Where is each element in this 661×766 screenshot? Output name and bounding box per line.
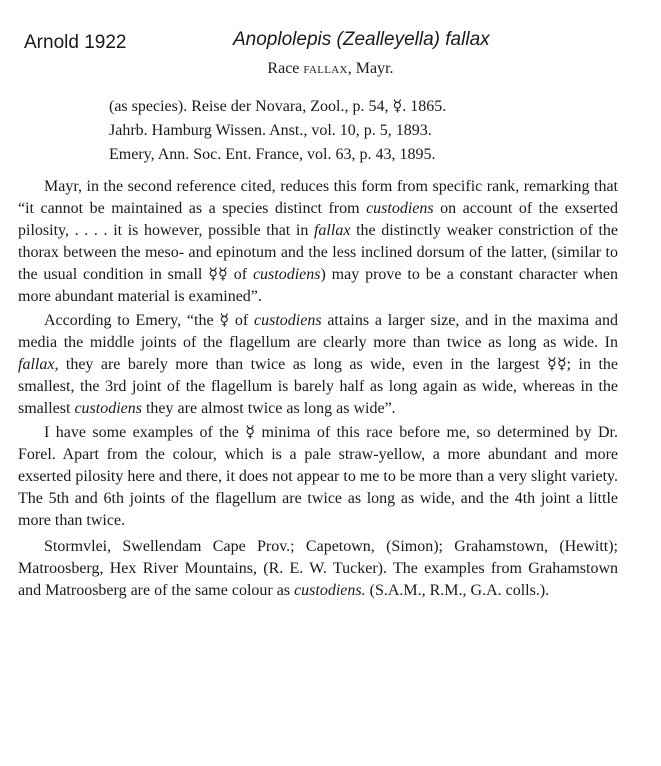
reference-line: Emery, Ann. Soc. Ent. France, vol. 63, p. 43, 1895.	[109, 146, 436, 163]
text-run: attains a larger size, and in the maxima and media the middle joints of the flagellum are clearly more than twice as long as wide. In	[18, 312, 618, 351]
race-heading	[0, 60, 661, 78]
text-run: on account of the exserted pilosity, . . . . it is however, possible that in	[18, 200, 618, 239]
italic-term: custodiens	[74, 400, 142, 417]
species-title: Anoplolepis (Zealleyella) fallax	[233, 29, 490, 50]
text-run: they are barely more than twice as long as wide, even in the largest ☿☿; in the smallest, the 3rd joint of the flagellum is barely half as long again as wide, whereas in the smallest	[18, 356, 618, 417]
text-run: According to Emery, “the ☿ of	[44, 312, 255, 329]
body-text	[18, 176, 618, 602]
race-name: fallax	[303, 60, 348, 77]
paragraph-localities	[18, 536, 618, 602]
author-label: Arnold 1922	[24, 32, 127, 53]
text-run: ) may prove to be a constant character when more abundant material is examined”.	[18, 266, 618, 305]
paragraph-emery	[18, 310, 618, 420]
race-suffix: , Mayr.	[347, 60, 394, 77]
italic-term: fallax,	[18, 356, 59, 373]
paragraph-mayr	[18, 176, 618, 308]
reference-line: Jahrb. Hamburg Wissen. Anst., vol. 10, p. 5, 1893.	[109, 122, 432, 139]
italic-term: custodiens	[254, 312, 322, 329]
text-run: Mayr, in the second reference cited, reduces this form from specific rank, remarking that “it cannot be maintained as a species distinct from	[18, 178, 618, 217]
text-run: the distinctly weaker constriction of the thorax between the meso- and epinotum and the less inclined dorsum of the latter, (similar to the usual condition in small ☿☿ of	[18, 222, 619, 283]
text-run: Stormvlei, Swellendam Cape Prov.; Capetown, (Simon); Grahamstown, (Hewitt); Matroosberg, Hex River Mountains, (R. E. W. Tucker). The examples from Grahamstown and Matroosberg are of the same colour as	[18, 538, 618, 599]
text-run: they are almost twice as long as wide”.	[141, 400, 396, 417]
italic-term: custodiens	[366, 200, 434, 217]
italic-term: custodiens.	[294, 582, 366, 599]
reference-line: (as species). Reise der Novara, Zool., p. 54, ☿. 1865.	[109, 98, 447, 115]
paragraph-examples: I have some examples of the ☿ minima of this race before me, so determined by Dr. Forel. Apart from the colour, which is a pale straw-yellow, a more abundant and more exserted pilosity here and there, it does not appear to me to be more than a very slight variety. The 5th and 6th joints of the flagellum are twice as long as wide, and the 4th joint a little more than twice.	[18, 424, 618, 529]
text-run: (S.A.M., R.M., G.A. colls.).	[365, 582, 550, 599]
race-prefix: Race	[267, 60, 304, 77]
italic-term: custodiens	[252, 266, 321, 283]
italic-term: fallax	[313, 222, 351, 239]
reference-list	[109, 95, 446, 167]
